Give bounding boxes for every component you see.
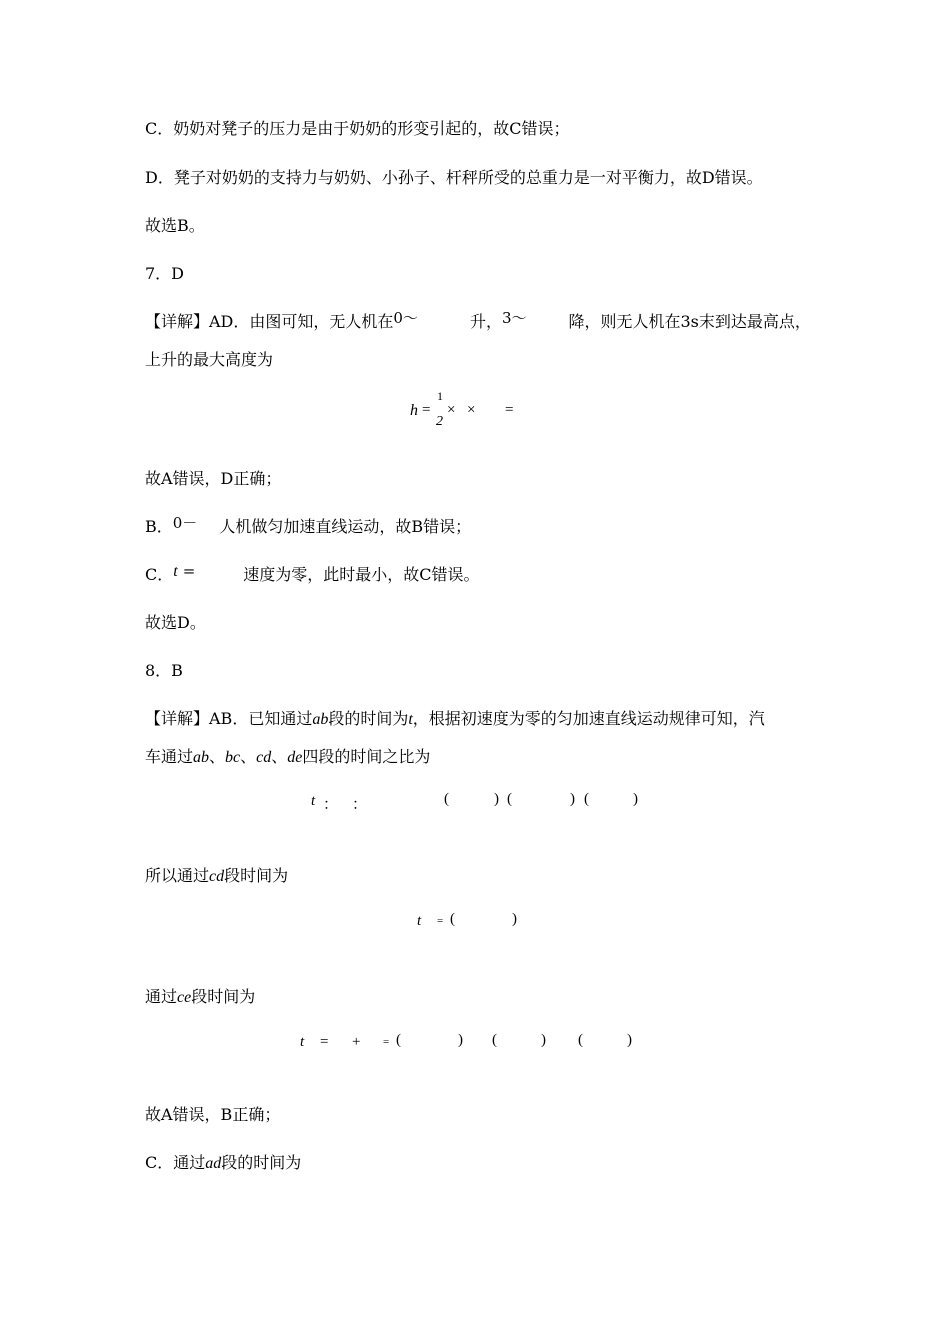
q8-text-2a: 车通过 [145, 747, 194, 766]
answer-choose-d: 故选D。 [145, 613, 206, 632]
q8-var-ab: ab [312, 711, 329, 728]
formula-h: h [410, 402, 418, 419]
ratio-paren-close-1: ) [494, 791, 499, 807]
q8-sep-3: 、 [271, 747, 288, 766]
formula-times-2: × [467, 402, 476, 418]
q8-var-ab-2: ab [193, 749, 210, 766]
q8-sep-1: 、 [209, 747, 226, 766]
answer-choose-b: 故选B。 [145, 216, 205, 235]
q7-c-prefix: C． [145, 565, 174, 584]
q8-cd-text-b: 段时间为 [224, 866, 289, 885]
ratio-paren-close-3: ) [633, 791, 638, 807]
q8-ce-text-b: 段时间为 [191, 987, 256, 1006]
ratio-paren-close-2: ) [570, 791, 575, 807]
tce-paren-close-3: ) [627, 1032, 632, 1048]
formula-eq: = [422, 402, 431, 418]
q8-text-1b: 段的时间为 [328, 709, 409, 728]
tcd-paren-open: ( [450, 911, 455, 927]
q8-text-2b: 四段的时间之比为 [302, 747, 431, 766]
tce-paren-close-1: ) [458, 1032, 463, 1048]
q7-option-c-line [145, 564, 480, 587]
ratio-colon-2: ： [352, 797, 368, 813]
q7-range-1: 0～ [393, 309, 418, 327]
q8-ce-var: ce [177, 989, 192, 1006]
ratio-paren-open-3: ( [584, 791, 589, 807]
q7-range-2: 3～ [501, 309, 527, 327]
ratio-colon-1: ： [323, 797, 339, 813]
ratio-t: t [311, 793, 316, 809]
q7-b-prefix: B． [145, 517, 173, 536]
formula-numerator: 1 [437, 389, 443, 403]
q8-c-var: ad [205, 1155, 222, 1172]
q7-detail-line-2: 上升的最大高度为 [145, 350, 274, 369]
q8-ab-result: 故A错误，B正确； [145, 1105, 281, 1124]
q8-var-cd: cd [256, 749, 272, 766]
q7-fragment-2: 降，则无人机在3s末到达最高点， [568, 312, 811, 331]
tce-eq-2: = [383, 1036, 390, 1048]
q7-detail-text: 【详解】AD．由图可知，无人机在 [145, 312, 394, 331]
q7-option-b-line [145, 516, 471, 538]
tce-paren-close-2: ) [541, 1032, 546, 1048]
q8-cd-line [145, 865, 288, 888]
tcd-t: t [417, 913, 422, 929]
option-d-line: D．凳子对奶奶的支持力与奶奶、小孙子、杆秤所受的总重力是一对平衡力，故D错误。 [145, 168, 763, 187]
tce-plus: + [352, 1034, 361, 1050]
q8-cd-text-a: 所以通过 [145, 866, 210, 885]
tcd-eq: = [437, 915, 444, 927]
q8-c-text-b: 段的时间为 [221, 1153, 302, 1172]
q8-var-de: de [287, 749, 303, 766]
q7-b-text: 人机做匀加速直线运动，故B错误； [219, 517, 472, 536]
q7-b-range: 0－ [172, 514, 198, 532]
q8-sep-2: 、 [240, 747, 257, 766]
option-c-line: C．奶奶对凳子的压力是由于奶奶的形变引起的，故C错误； [145, 119, 570, 138]
tce-eq: = [320, 1034, 329, 1050]
tce-paren-open-2: ( [492, 1032, 497, 1048]
tce-paren-open-1: ( [396, 1032, 401, 1048]
q7-c-eq: = [182, 562, 196, 580]
question-7-answer: 7．D [145, 264, 185, 283]
formula-times-1: × [447, 402, 456, 418]
question-8-answer: 8．B [145, 661, 183, 680]
formula-eq-2: = [505, 402, 514, 418]
ratio-paren-open-2: ( [507, 791, 512, 807]
ratio-paren-open-1: ( [444, 791, 449, 807]
q7-detail-line-1 [145, 311, 811, 333]
q8-ce-text-a: 通过 [145, 987, 178, 1006]
q7-fragment-1: 升， [469, 312, 502, 331]
tce-paren-open-3: ( [578, 1032, 583, 1048]
q8-text-1c: ，根据初速度为零的匀加速直线运动规律可知，汽 [412, 709, 765, 728]
q8-var-t: t [408, 711, 413, 728]
q8-cd-var: cd [209, 868, 225, 885]
q8-detail-line-1 [145, 708, 765, 731]
q8-option-c-line [145, 1152, 301, 1175]
q8-c-text-a: C．通过 [145, 1153, 206, 1172]
q7-c-text: 速度为零，此时最小，故C错误。 [243, 565, 480, 584]
q7-c-t: t [173, 563, 178, 580]
q8-ce-line [145, 986, 255, 1009]
tcd-paren-close: ) [512, 911, 517, 927]
formula-denominator: 2 [436, 414, 443, 429]
q8-var-bc: bc [225, 749, 241, 766]
q7-ad-result: 故A错误，D正确； [145, 469, 282, 488]
tce-t: t [300, 1034, 305, 1050]
q8-text-1a: 【详解】AB．已知通过 [145, 709, 313, 728]
q8-detail-line-2 [145, 746, 430, 769]
